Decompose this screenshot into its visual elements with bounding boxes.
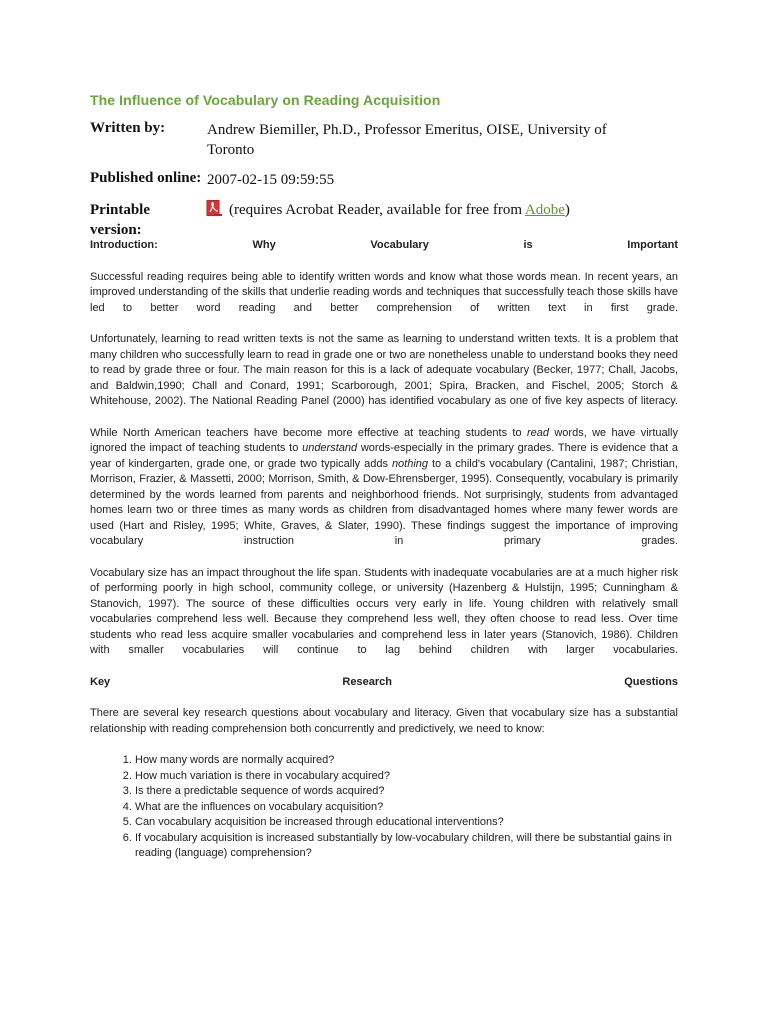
- paragraph-5: There are several key research questions about vocabulary and literacy. Given that vocabulary size has a substantial relationship with reading comprehension both concurrently and predictively, we need to know:: [90, 707, 678, 735]
- pdf-icon[interactable]: [206, 200, 222, 217]
- printable-note: [229, 200, 570, 220]
- author-line-1: Andrew Biemiller, Ph.D., Professor Emeritus, OISE, University of: [207, 122, 607, 138]
- printable-label-line-2: version:: [90, 222, 142, 238]
- published-label: Published online:: [90, 170, 202, 186]
- printable-text-after: ): [564, 202, 570, 218]
- article-body: [90, 238, 678, 862]
- author-line-2: Toronto: [207, 142, 255, 158]
- key-questions-heading: Key Research Questions: [90, 675, 678, 688]
- p3-emphasis-understand: understand: [302, 442, 358, 454]
- printable-text-before: (requires Acrobat Reader, available for free from: [229, 202, 525, 218]
- research-questions-list: [90, 753, 678, 862]
- paragraph-1: Successful reading requires being able to identify written words and know what those words mean. In recent years, an improved understanding of the skills that underlie reading words and techniques that successfully teach those skills have led to better word reading and better comprehension of written text in first grade.: [90, 270, 678, 314]
- paragraph-4: Vocabulary size has an impact throughout the life span. Students with inadequate vocabularies are at a much higher risk of performing poorly in high school, community college, or university (Hazenberg & Hulstijn, 1995; Cunningham & Stanovich, 1997). The source of these difficulties occurs very early in life. Young children with relatively small vocabularies comprehend less well. Because they comprehend less well, they often choose to read less. Over time students who read less acquire smaller vocabularies and comprehend less in later years (Stanovich, 1986). Children with smaller vocabularies will continue to lag behind children with larger vocabularies.: [90, 566, 678, 656]
- list-item: 5. Can vocabulary acquisition be increased through educational interventions?: [135, 815, 678, 831]
- p3-text-c: words-especially in the primary grades. There is evidence that a year of kindergarten, grade one, or grade two typically adds: [90, 442, 678, 470]
- paragraph-2: Unfortunately, learning to read written texts is not the same as learning to understand written texts. It is a problem that many children who successfully learn to read in grade one or two are nonetheless unable to understand books they need to read by grade three or four. The main reason for this is a lack of adequate vocabulary (Becker, 1977; Chall, Jacobs, and Baldwin,1990; Chall and Conard, 1991; Scarborough, 2001; Spira, Bracken, and Fischel, 2005; Storch & Whitehouse, 2002). The National Reading Panel (2000) has identified vocabulary as one of five key aspects of literacy.: [90, 333, 678, 407]
- list-item: 3. Is there a predictable sequence of words acquired?: [135, 784, 678, 800]
- article-title: The Influence of Vocabulary on Reading Acquisition: [90, 92, 441, 108]
- list-item: 4. What are the influences on vocabulary acquisition?: [135, 800, 678, 816]
- adobe-link[interactable]: Adobe: [524, 202, 565, 218]
- printable-label-line-1: Printable: [90, 202, 150, 218]
- list-item: 6. If vocabulary acquisition is increased substantially by low-vocabulary children, will there be substantial gains in reading (language) comprehension?: [135, 831, 678, 862]
- published-value: 2007-02-15 09:59:55: [207, 172, 335, 188]
- p3-text-d: to a child's vocabulary (Cantalini, 1987; Christian, Morrison, Frazier, & Massetti, 2000; Morrison, Smith, & Dow-Ehrensberger, 1995). Consequently, vocabulary is primarily determined by the words learned from parents and neighborhood friends. Not surprisingly, students from advantaged homes learn two or three times as many words as children from disadvantaged homes where many fewer words are used (Hart and Risley, 1995; White, Graves, & Slater, 1990). These findings suggest the importance of improving vocabulary instruction in primary grades.: [90, 457, 678, 547]
- list-item: 1. How many words are normally acquired?: [135, 753, 678, 769]
- p3-text-b: words, we have virtually ignored the impact of teaching students to: [90, 426, 678, 454]
- list-item: 2. How much variation is there in vocabulary acquired?: [135, 769, 678, 785]
- paragraph-3: [90, 426, 678, 550]
- printable-label: [90, 200, 150, 240]
- p3-emphasis-read: read: [526, 426, 549, 439]
- written-by-label: Written by:: [90, 120, 166, 136]
- intro-heading: Introduction: Why Vocabulary is Important: [90, 239, 678, 251]
- p3-emphasis-nothing: nothing: [391, 457, 429, 470]
- written-by-value: [207, 120, 607, 160]
- p3-text-a: While North American teachers have become more effective at teaching students to: [90, 426, 527, 439]
